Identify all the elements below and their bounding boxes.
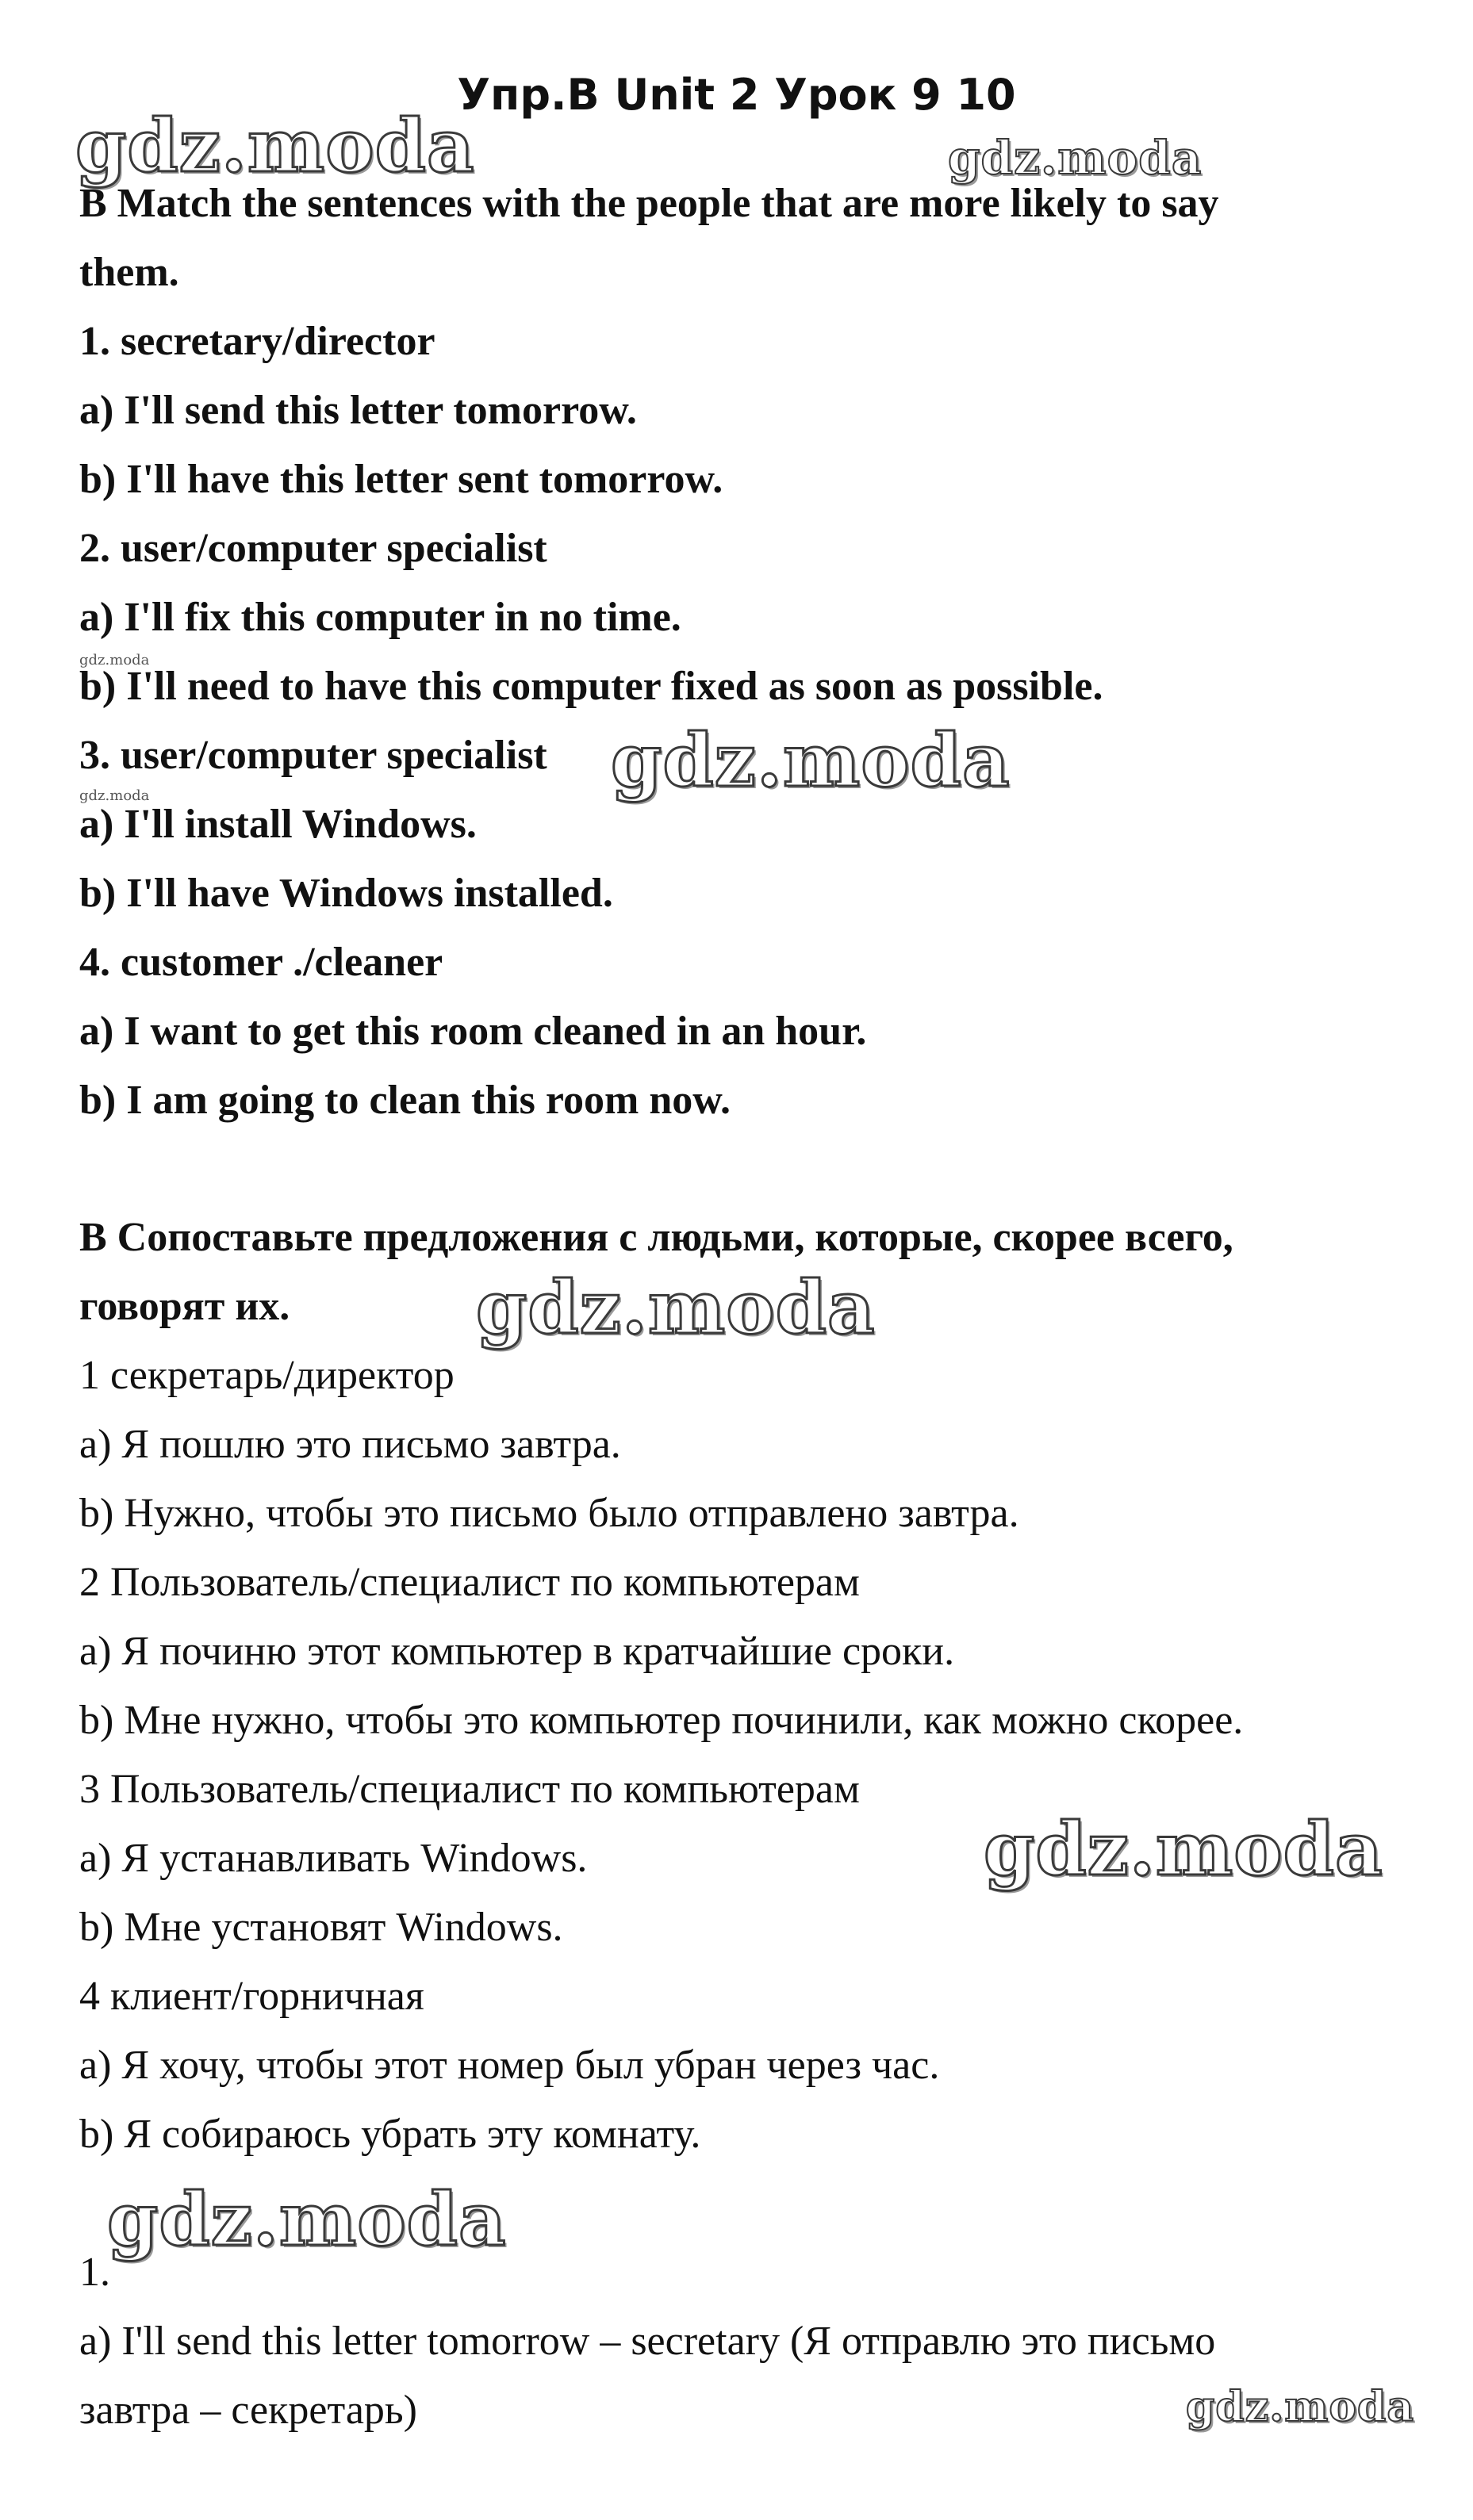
russian-line: a) Я пошлю это письмо завтра. bbox=[79, 1422, 621, 1467]
watermark-small: gdz.moda bbox=[79, 787, 150, 804]
watermark-logo: gdz.moda bbox=[611, 718, 1011, 803]
english-line: 1. secretary/director bbox=[79, 319, 435, 364]
russian-line: b) Я собираюсь убрать эту комнату. bbox=[79, 2112, 701, 2157]
watermark-logo: gdz.moda bbox=[1186, 2383, 1415, 2431]
russian-line: b) Мне установят Windows. bbox=[79, 1905, 563, 1950]
english-line: b) I am going to clean this room now. bbox=[79, 1078, 731, 1123]
answer-line-2: завтра – секретарь) bbox=[79, 2388, 417, 2433]
english-line: b) I'll need to have this computer fixed as soon as possible. bbox=[79, 664, 1103, 709]
russian-line: 2 Пользователь/специалист по компьютерам bbox=[79, 1560, 860, 1605]
watermark-logo: gdz.moda bbox=[107, 2177, 507, 2262]
english-line: 2. user/computer specialist bbox=[79, 526, 547, 571]
english-line: a) I want to get this room cleaned in an hour. bbox=[79, 1009, 867, 1054]
watermark-logo: gdz.moda bbox=[984, 1806, 1383, 1892]
answer-line-1: a) I'll send this letter tomorrow – secretary (Я отправлю это письмо bbox=[79, 2319, 1216, 2364]
russian-line: a) Я устанавливать Windows. bbox=[79, 1836, 588, 1881]
english-line: 4. customer ./cleaner bbox=[79, 940, 443, 985]
watermark-logo: gdz.moda bbox=[75, 103, 475, 189]
russian-line: b) Нужно, чтобы это письмо было отправлено завтра. bbox=[79, 1491, 1019, 1536]
english-line: a) I'll install Windows. bbox=[79, 802, 477, 847]
russian-line: a) Я починю этот компьютер в кратчайшие сроки. bbox=[79, 1629, 955, 1674]
page-title: Упр.B Unit 2 Урок 9 10 bbox=[457, 70, 1016, 120]
english-line: 3. user/computer specialist bbox=[79, 733, 547, 778]
english-heading-line-2: them. bbox=[79, 250, 179, 295]
english-line: b) I'll have this letter sent tomorrow. bbox=[79, 457, 723, 502]
russian-line: 4 клиент/горничная bbox=[79, 1974, 424, 2019]
russian-line: 3 Пользователь/специалист по компьютерам bbox=[79, 1767, 860, 1812]
russian-line: b) Мне нужно, чтобы это компьютер починили, как можно скорее. bbox=[79, 1698, 1244, 1743]
russian-line: a) Я хочу, чтобы этот номер был убран через час. bbox=[79, 2043, 940, 2088]
russian-line: 1 секретарь/директор bbox=[79, 1353, 455, 1398]
watermark-logo: gdz.moda bbox=[948, 131, 1203, 185]
english-line: a) I'll fix this computer in no time. bbox=[79, 595, 681, 640]
watermark-small: gdz.moda bbox=[79, 652, 150, 668]
english-line: a) I'll send this letter tomorrow. bbox=[79, 388, 637, 433]
watermark-logo: gdz.moda bbox=[476, 1265, 876, 1350]
english-line: b) I'll have Windows installed. bbox=[79, 871, 613, 916]
russian-heading-line-1: B Сопоставьте предложения с людьми, которые, скорее всего, bbox=[79, 1215, 1233, 1260]
answer-number: 1. bbox=[79, 2250, 110, 2295]
english-heading-line-1: B Match the sentences with the people that are more likely to say bbox=[79, 181, 1219, 226]
russian-heading-line-2: говорят их. bbox=[79, 1284, 290, 1329]
